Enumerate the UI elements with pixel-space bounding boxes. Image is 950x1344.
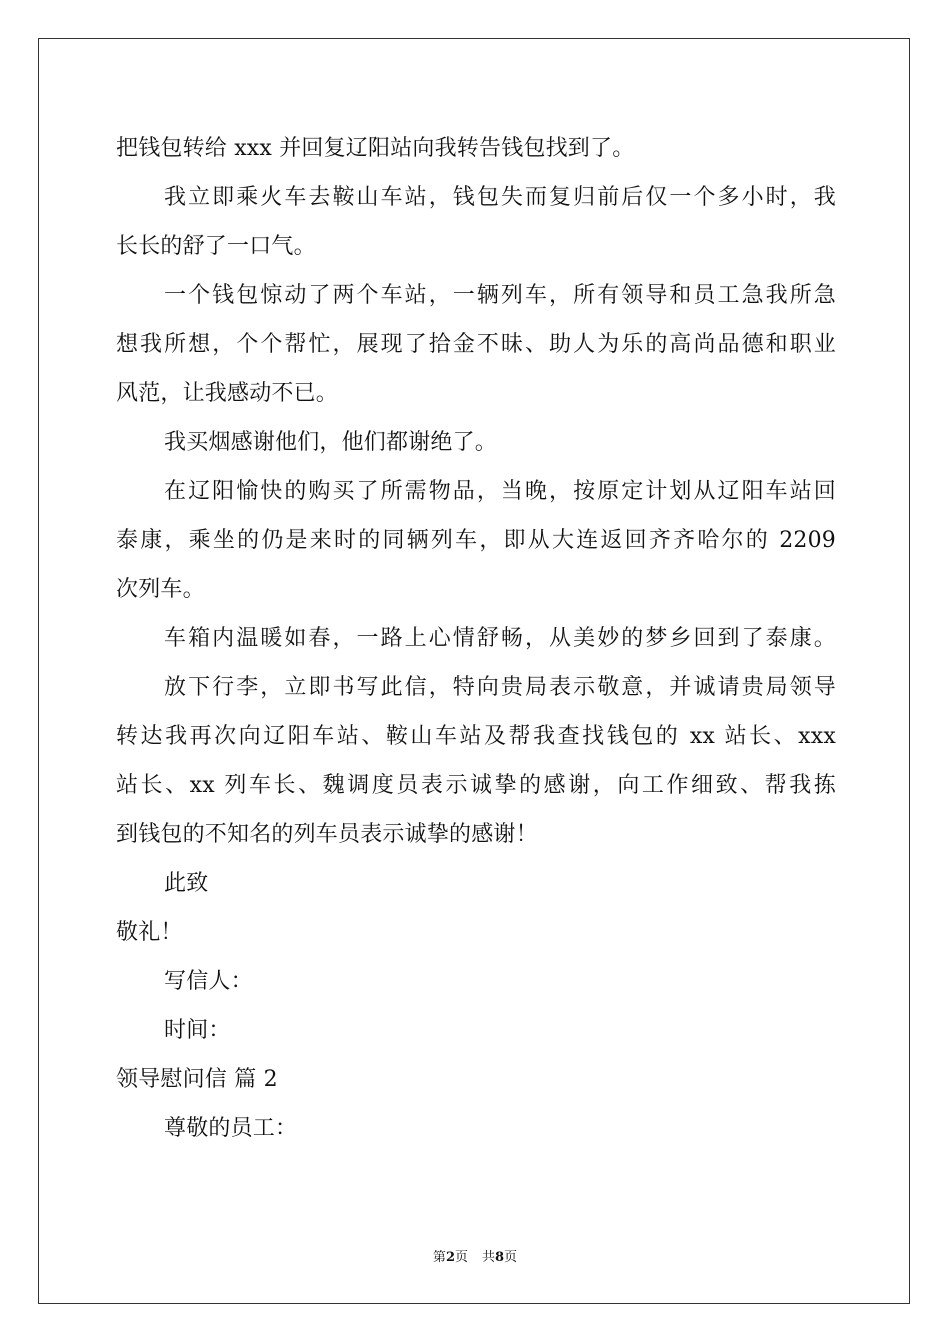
text-line: 放下行李，立即书写此信，特向贵局表示敬意，并诚请贵局领导 (164, 675, 836, 700)
text-line: 站长、xx 列车长、魏调度员表示诚挚的感谢，向工作细致、帮我拣 (116, 773, 836, 798)
text-line: 想我所想，个个帮忙，展现了拾金不昧、助人为乐的高尚品德和职业 (116, 332, 836, 357)
footer-total-pages: 8 (495, 1250, 505, 1265)
text-line: 车箱内温暖如春，一路上心情舒畅，从美妙的梦乡回到了泰康。 (164, 626, 836, 651)
text-line: 尊敬的员工： (164, 1116, 298, 1141)
text-line: 到钱包的不知名的列车员表示诚挚的感谢！ (116, 822, 538, 847)
text-line: 次列车。 (116, 577, 205, 602)
text-line: 长长的舒了一口气。 (116, 234, 316, 259)
footer-total-unit: 页 (504, 1250, 518, 1265)
text-line: 泰康，乘坐的仍是来时的同辆列车，即从大连返回齐齐哈尔的 2209 (116, 528, 836, 553)
footer-page-unit: 页 (454, 1250, 468, 1265)
text-line: 在辽阳愉快的购买了所需物品，当晚，按原定计划从辽阳车站回 (164, 479, 836, 504)
text-line: 领导慰问信 篇 2 (116, 1067, 278, 1092)
text-line: 敬礼！ (116, 920, 183, 945)
text-line: 一个钱包惊动了两个车站，一辆列车，所有领导和员工急我所急 (164, 283, 836, 308)
text-line: 时间： (164, 1018, 231, 1043)
text-line: 写信人： (164, 969, 253, 994)
text-line: 转达我再次向辽阳车站、鞍山车站及帮我查找钱包的 xx 站长、xxx (116, 724, 836, 749)
footer-total-prefix: 共 (482, 1250, 496, 1265)
text-line: 此致 (164, 871, 209, 896)
page-footer (0, 1246, 950, 1265)
text-line: 我立即乘火车去鞍山车站，钱包失而复归前后仅一个多小时，我 (164, 185, 836, 210)
document-body (116, 124, 836, 1153)
footer-prefix: 第 (432, 1250, 446, 1265)
text-line: 风范，让我感动不已。 (116, 381, 339, 406)
text-line: 我买烟感谢他们，他们都谢绝了。 (164, 430, 498, 455)
text-line: 把钱包转给 xxx 并回复辽阳站向我转告钱包找到了。 (116, 136, 635, 161)
footer-page-number: 2 (445, 1250, 455, 1265)
